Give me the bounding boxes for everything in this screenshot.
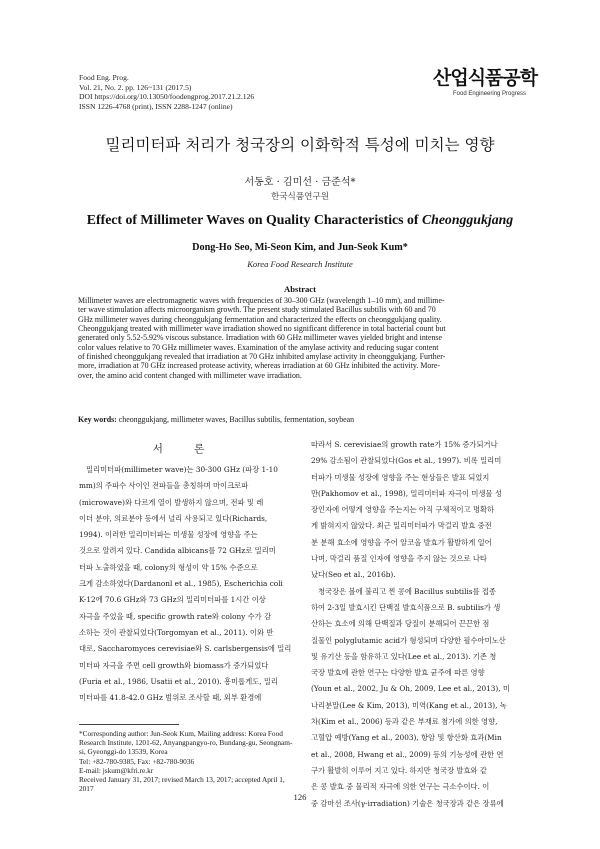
footnote-line: Received January 31, 2017; revised March 13, 2017; accepted April 1, xyxy=(79,775,285,785)
section-title-introduction: 서 론 xyxy=(152,443,219,455)
affiliation-korean: 한국식품연구원 xyxy=(270,192,330,202)
text-line: 따라서 S. cerevisiae의 growth rate가 15% 증가되거나 xyxy=(311,440,498,449)
text-line: 국장 발효에 관한 연구는 다양한 발효 균주에 따른 영향 xyxy=(311,668,485,678)
abstract-line: generated only 5.52-5.92% viscous substance. Irradiation with 60 GHz millimeter waves yielded bright and intense xyxy=(78,333,442,343)
text-line: et al., 2008, Hwang et al., 2009) 등의 기능성에 관한 연 xyxy=(311,749,504,759)
corresponding-author-footnote xyxy=(79,729,292,793)
text-line: 질물인 polyglutamic acid가 형성되며 다양한 필수아미노산 xyxy=(311,635,506,645)
text-line: 분 분해 효소에 영향을 주어 알코올 발효가 활발하게 일어 xyxy=(311,537,492,547)
text-line: 대로, Saccharomyces cerevisiae와 S. carlsbergensis에 밀리 xyxy=(79,644,292,654)
abstract-line: more, irradiation at 70 GHz increased protease activity, whereas irradiation at 60 GHz inhibited the activity. More- xyxy=(78,361,441,371)
footnote-line: 2017 xyxy=(79,784,94,794)
text-line: K-12에 70.6 GHz와 73 GHz의 밀리미터파를 1시간 이상 xyxy=(79,595,266,605)
text-line: 게 밝혀지지 않았다. 최근 밀리미터파가 막걸리 발효 중전 xyxy=(311,521,492,531)
keywords-text: cheonggukjang, millimeter waves, Bacillus subtilis, fermentation, soybean xyxy=(116,415,355,424)
text-line: 중 감마선 조사(γ-irradiation) 기술은 청국장과 같은 장류에 xyxy=(311,798,504,808)
text-line: 구가 활발히 이루어 지고 있다. 하지만 청국장 발효와 같 xyxy=(311,765,487,775)
text-line: 장인자에 어떻게 영향을 주는지는 아직 구체적이고 명확하 xyxy=(311,505,495,515)
text-line: 1994). 이러한 밀리미터파는 미생물 성장에 영향을 주는 xyxy=(79,530,258,540)
text-line: 만(Pakhomov et al., 1998), 밀리미터파 자극이 미생물 성 xyxy=(311,488,502,498)
article-title-korean: 밀리미터파 처리가 청국장의 이화학적 특성에 미치는 영향 xyxy=(105,136,495,154)
footnote-line: si, Gyeonggi-do 13539, Korea xyxy=(79,747,168,757)
title-en-italic: Cheonggukjang xyxy=(421,212,514,227)
affiliation-english: Korea Food Research Institute xyxy=(247,259,353,269)
text-line: 터파 노출하였을 때, colony의 형성이 약 15% 수준으로 xyxy=(79,562,258,572)
abstract-line: GHz millimeter waves during cheonggukjang fermentation and characterized the effects on cheonggukjang quality. xyxy=(78,314,442,324)
abstract-line: over, the amino acid content changed with millimeter wave irradiation. xyxy=(78,370,302,380)
logo-subtitle: Food Engineering Progress xyxy=(453,91,527,97)
journal-header-meta xyxy=(79,73,379,111)
authors-english: Dong-Ho Seo, Mi-Seon Kim, and Jun-Seok Kum* xyxy=(192,242,408,253)
text-line: 밀리미터파(millimeter wave)는 30-300 GHz (파장 1-10 xyxy=(86,465,278,474)
text-line: 나며, 막걸리 품질 인자에 영향을 주지 않는 것으로 나타 xyxy=(311,554,487,564)
page-number: 126 xyxy=(293,792,307,802)
abstract-line: Cheonggukjang treated with millimeter wave irradiation showed no significant difference in total bacterial count but xyxy=(78,324,446,334)
journal-logo xyxy=(430,66,538,106)
text-line: 고혈압 예방(Yang et al., 2003), 항암 및 항산화 효과(Min xyxy=(311,733,502,743)
text-line: 소하는 것이 관찰되었다(Torgomyan et al., 2011). 이와 반 xyxy=(79,627,274,637)
footnote-email[interactable]: E-mail: jskum@kfri.re.kr xyxy=(79,765,154,775)
abstract-body xyxy=(78,296,524,380)
text-line: 났다(Seo et al., 2016b). xyxy=(311,570,396,580)
text-line: (microwave)와 다르게 열이 발생하지 않으며, 전파 및 레 xyxy=(79,497,264,507)
abstract-line: ter wave stimulation affects microorganism growth. The present study stimulated Bacillus subtilis with 60 and 70 xyxy=(78,305,436,315)
footnote-line: *Corresponding author: Jun-Seok Kum, Mailing address: Korea Food xyxy=(79,729,283,738)
text-line: 하여 2-3일 발효시킨 단백질 발효식품으로 B. subtilis가 생 xyxy=(311,602,501,612)
text-line: 산하는 효소에 의해 단백질과 당질이 분해되어 끈끈한 점 xyxy=(311,619,490,629)
text-line: mm)의 주파수 사이인 전파들을 총칭하며 마이크로파 xyxy=(79,481,249,491)
text-line: 29% 감소됨이 관찰되었다(Gos et al., 1997). 비록 밀리미 xyxy=(311,456,502,466)
text-line: 미터파 자극을 주면 cell growth와 biomass가 증가되었다 xyxy=(79,660,269,670)
abstract-line: Millimeter waves are electromagnetic waves with frequencies of 30–300 GHz (wavelength 1–10 mm), and millime- xyxy=(78,296,445,305)
text-line: 나리분말(Lee & Kim, 2013), 미역(Kang et al., 2013), 녹 xyxy=(311,700,507,710)
journal-name: Food Eng. Prog. xyxy=(79,73,129,82)
text-line: 크게 감소하였다(Dardanonl et al., 1985), Escherichia coli xyxy=(79,579,283,589)
footnote-line: Tel: +82-780-9385, Fax: +82-780-9036 xyxy=(79,756,195,766)
text-line: 청국장은 볼에 불리고 찐 콩에 Bacillus subtilis를 접종 xyxy=(318,586,497,596)
text-line: 것으로 알려져 있다. Candida albicans를 72 GHz로 밀리미 xyxy=(79,546,276,556)
text-line: 차(Kim et al., 2006) 등과 같은 부재료 첨가에 의한 영향, xyxy=(311,717,498,727)
text-line: 미터파를 41.8-42.0 GHz 범위로 조사할 때, 외부 환경에 xyxy=(79,693,262,703)
logo-title: 산업식품공학 xyxy=(433,67,538,89)
abstract-line: color values relative to 70 GHz millimeter waves. Examination of the amylase activity and reducing sugar content xyxy=(78,342,439,352)
text-line: 및 유기산 등을 함유하고 있다(Lee et al., 2013). 기존 청 xyxy=(311,651,497,661)
text-line: (Youn et al., 2002, Ju & Oh, 2009, Lee et al., 2013), 미 xyxy=(311,684,510,694)
text-line: 은 콩 발효 중 물리적 자극에 의한 연구는 극소수이다. 이 xyxy=(311,782,490,792)
text-line: 터파가 미생물 성장에 영향을 주는 현상들은 발표 되었지 xyxy=(311,472,490,482)
abstract-line: of finished cheonggukjang revealed that irradiation at 70 GHz inhibited amylase activity in cheonggukjang. Further- xyxy=(78,352,446,362)
keywords xyxy=(78,415,524,424)
keywords-label: Key words: xyxy=(78,415,117,424)
text-line: 자극을 주었을 때, specific growth rate와 colony 수가 감 xyxy=(79,611,272,621)
article-title-english xyxy=(0,212,600,228)
journal-issn: ISSN 1226-4768 (print), ISSN 2288-1247 (online) xyxy=(79,101,233,111)
left-column xyxy=(79,440,292,706)
footnote-divider xyxy=(79,724,179,725)
authors-korean: 서동호 · 김미선 · 금준석* xyxy=(244,177,356,188)
footnote-line: Research Institute, 1201-62, Anyangpangyo-ro, Bundang-gu, Seongnam- xyxy=(79,738,293,748)
journal-volume: Vol. 21, No. 2. pp. 126~131 (2017.5) xyxy=(79,82,192,92)
title-en-prefix: Effect of Millimeter Waves on Quality Characteristics of xyxy=(86,212,422,227)
abstract-heading: Abstract xyxy=(284,284,316,294)
text-line: 이더 분야, 의료분야 등에서 널리 사용되고 있다(Richards, xyxy=(79,513,268,523)
right-column xyxy=(311,437,524,812)
journal-doi[interactable]: DOI https://doi.org/10.13050/foodengprog.2017.21.2.126 xyxy=(79,92,255,102)
text-line: (Furia et al., 1986, Usatii et al., 2010). 흥미롭게도, 밀리 xyxy=(79,676,278,686)
